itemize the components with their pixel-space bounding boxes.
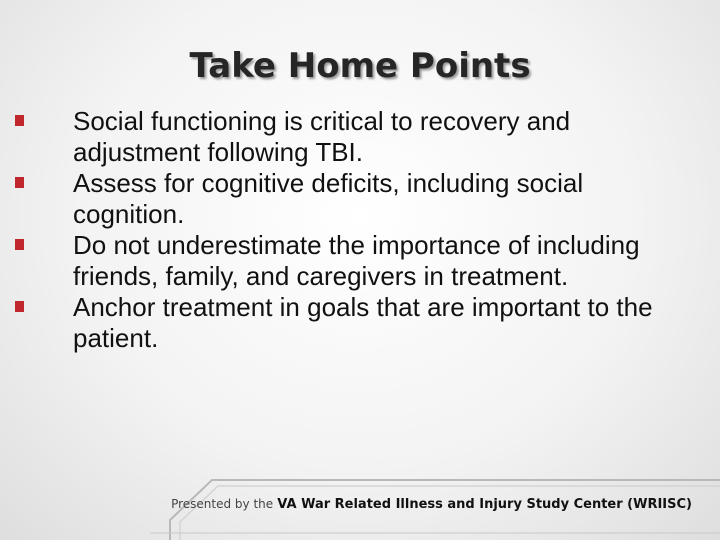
bullet-text: Assess for cognitive deficits, including social cognition. bbox=[73, 168, 584, 229]
footer-prefix: Presented by the bbox=[171, 497, 274, 511]
square-bullet-icon bbox=[15, 239, 24, 250]
footer-credit bbox=[171, 497, 692, 512]
bullet-item bbox=[70, 292, 690, 354]
bullet-list bbox=[70, 106, 690, 354]
square-bullet-icon bbox=[15, 301, 24, 312]
square-bullet-icon bbox=[15, 115, 24, 126]
square-bullet-icon bbox=[15, 177, 24, 188]
bullet-item bbox=[70, 168, 690, 230]
bullet-text: Social functioning is critical to recovery and adjustment following TBI. bbox=[73, 106, 571, 167]
bullet-item bbox=[70, 106, 690, 168]
bullet-text: Anchor treatment in goals that are important to the patient. bbox=[73, 292, 653, 353]
slide-title: Take Home Points bbox=[189, 46, 531, 86]
bullet-item bbox=[70, 230, 690, 292]
footer-organization: VA War Related Illness and Injury Study Center (WRIISC) bbox=[277, 497, 692, 512]
bullet-text: Do not underestimate the importance of including friends, family, and caregivers in treatment. bbox=[73, 230, 640, 291]
